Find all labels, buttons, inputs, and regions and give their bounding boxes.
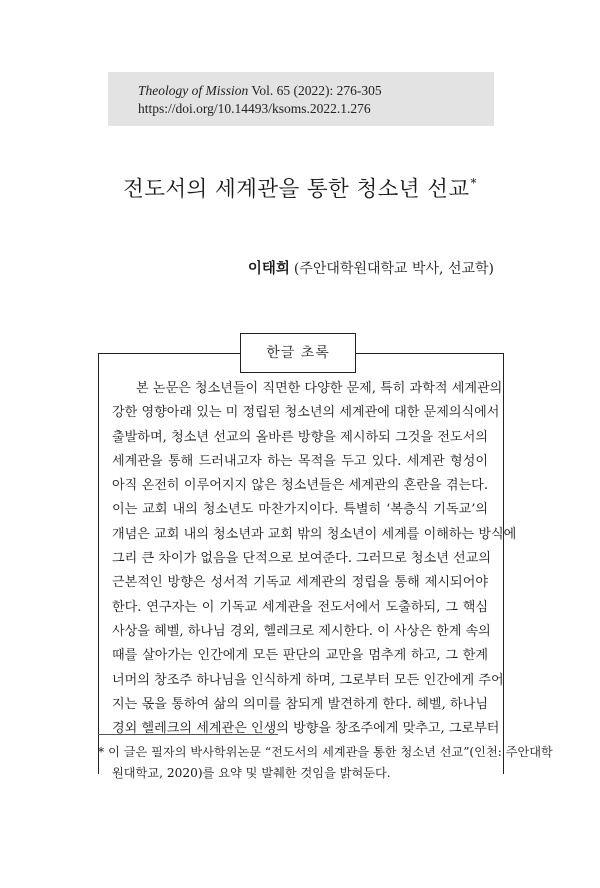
author-line	[248, 257, 494, 278]
author-affiliation: (주안대학원대학교 박사, 선교학)	[293, 261, 494, 277]
abstract-line: 때를 살아가는 인간에게 모든 판단의 교만을 멈추게 하고, 그 한계	[112, 648, 488, 664]
abstract-line: 그리 큰 차이가 없음을 단적으로 보여준다. 그러므로 청소년 선교의	[112, 551, 491, 567]
abstract-line: 이는 교회 내의 청소년도 마찬가지이다. 특별히 ‘복층식 기독교’의	[112, 502, 488, 518]
paper-title-text: 전도서의 세계관을 통한 청소년 선교	[123, 177, 470, 202]
abstract-line: 너머의 창조주 하나님을 인식하게 하며, 그로부터 모든 인간에게 주어	[112, 672, 504, 688]
footnote-mark: *	[98, 745, 105, 759]
footnote-text-1: 이 글은 필자의 박사학위논문 “전도서의 세계관을 통한 청소년 선교”(인천: 주안대학	[108, 745, 553, 759]
abstract-line: 강한 영향아래 있는 미 정립된 청소년의 세계관에 대한 문제의식에서	[112, 405, 500, 421]
abstract-line: 지는 몫을 통하여 삶의 의미를 참되게 발견하게 한다. 헤벨, 하나님	[112, 696, 488, 712]
abstract-line: 근본적인 방향은 성서적 기독교 세계관의 정립을 통해 제시되어야	[112, 575, 488, 591]
abstract-line: 사상을 헤벨, 하나님 경외, 헬레크로 제시한다. 이 사상은 한계 속의	[112, 623, 491, 639]
abstract-line: 아직 온전히 이루어지지 않은 청소년들은 세계관의 혼란을 겪는다.	[112, 478, 488, 494]
abstract-line: 본 논문은 청소년들이 직면한 다양한 문제, 특히 과학적 세계관의	[136, 381, 503, 396]
footnote	[98, 742, 553, 783]
footnote-line-2: 원대학교, 2020)를 요약 및 발췌한 것임을 밝혀둔다.	[112, 765, 391, 780]
journal-name: Theology of Mission	[138, 83, 249, 98]
footnote-rule	[98, 734, 278, 735]
abstract-line: 세계관을 통해 드러내고자 하는 목적을 두고 있다. 세계관 형성이	[112, 453, 488, 469]
journal-citation	[138, 83, 382, 99]
title-footnote-mark: *	[470, 176, 477, 190]
paper-title	[0, 172, 600, 203]
abstract-line: 개념은 교회 내의 청소년과 교회 밖의 청소년이 세계를 이해하는 방식에	[112, 526, 517, 542]
author-name: 이태희	[247, 261, 290, 277]
doi-link[interactable]: https://doi.org/10.14493/ksoms.2022.1.276	[138, 101, 371, 116]
abstract-heading: 한글 초록	[240, 333, 356, 373]
abstract-line: 경외 헬레크의 세계관은 인생의 방향을 창조주에게 맞추고, 그로부터	[112, 721, 500, 737]
abstract-line: 출발하며, 청소년 선교의 올바른 방향을 제시하되 그것을 전도서의	[112, 429, 488, 445]
abstract-body	[112, 377, 517, 741]
journal-header-box	[108, 72, 494, 126]
journal-volume: Vol. 65 (2022): 276-305	[248, 83, 382, 98]
footnote-line-1	[98, 742, 553, 763]
abstract-line: 한다. 연구자는 이 기독교 세계관을 전도서에서 도출하되, 그 핵심	[112, 599, 488, 615]
